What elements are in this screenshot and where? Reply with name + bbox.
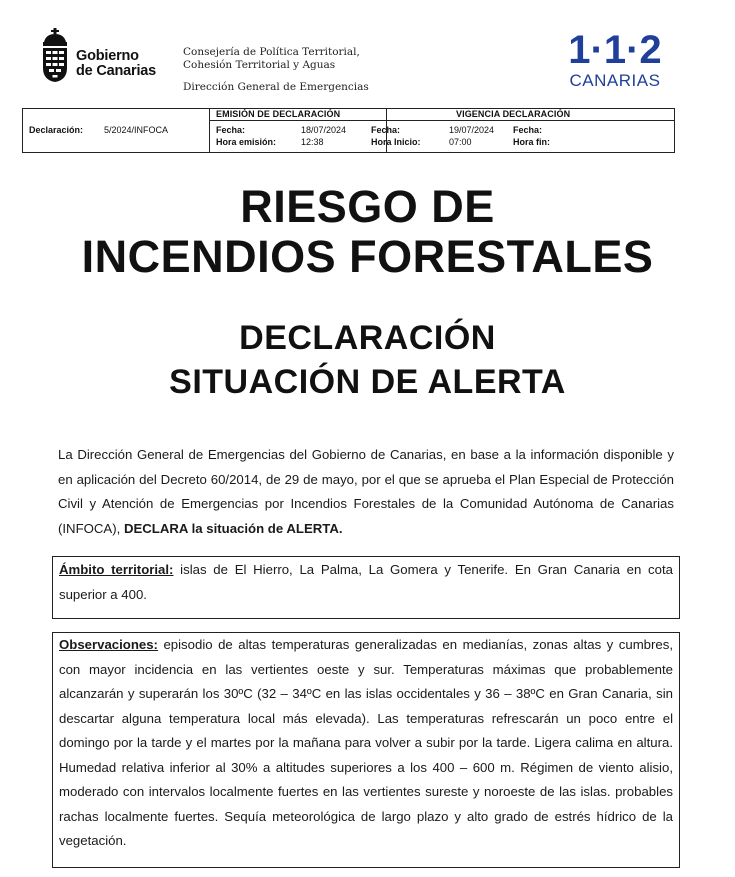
hora-emision-value: 12:38 bbox=[301, 137, 324, 147]
logo-112-region: CANARIAS bbox=[569, 71, 661, 90]
gobierno-wordmark bbox=[76, 49, 156, 79]
coat-of-arms-icon bbox=[40, 28, 70, 82]
vigencia-heading: VIGENCIA DECLARACIÓN bbox=[456, 109, 571, 119]
title-line2: INCENDIOS FORESTALES bbox=[81, 231, 654, 282]
emision-fecha-label: Fecha: bbox=[216, 125, 246, 135]
subtitle-line1: DECLARACIÓN bbox=[239, 319, 496, 357]
declaration-info-table bbox=[22, 108, 675, 153]
hora-inicio-value: 07:00 bbox=[449, 137, 472, 147]
consejeria-line1: Consejería de Política Territorial, bbox=[183, 46, 360, 58]
consejeria-line2: Cohesión Territorial y Aguas bbox=[183, 58, 336, 71]
intro-text: La Dirección General de Emergencias del Gobierno de Canarias, en base a la información disponible y en aplicación del Decreto 60/2014, de 29 de mayo, por el que se aprueba el Plan Especial de Protección Civil y Atención de Emergencias por Incendios Forestales de la Comunidad Autónoma de Canarias (INFOCA), bbox=[58, 447, 674, 536]
page-title bbox=[0, 182, 735, 282]
fin-fecha-label: Fecha: bbox=[513, 125, 543, 135]
gobierno-logo bbox=[40, 28, 170, 82]
title-line1: RIESGO DE bbox=[240, 181, 495, 232]
page-subtitle bbox=[0, 316, 735, 404]
logo-112-number: 1·1·2 bbox=[568, 28, 662, 72]
hora-inicio-label: Hora Inicio: bbox=[371, 137, 421, 147]
ambito-text: islas de El Hierro, La Palma, La Gomera y Tenerife. En Gran Canaria en cota superior a 400. bbox=[59, 562, 673, 602]
consejeria bbox=[183, 46, 360, 71]
gobierno-line2: de Canarias bbox=[76, 63, 157, 79]
inicio-fecha-label: Fecha: bbox=[371, 125, 401, 135]
emision-fecha-value: 18/07/2024 bbox=[301, 125, 347, 135]
subtitle-line2: SITUACIÓN DE ALERTA bbox=[169, 363, 566, 401]
direccion-general: Dirección General de Emergencias bbox=[183, 81, 369, 93]
declaracion-value: 5/2024/INFOCA bbox=[104, 125, 169, 135]
declara-statement: DECLARA la situación de ALERTA. bbox=[123, 520, 343, 536]
hora-fin-label: Hora fin: bbox=[513, 137, 550, 147]
intro-paragraph bbox=[58, 443, 674, 541]
ambito-label: Ámbito territorial: bbox=[59, 562, 174, 577]
observaciones-label: Observaciones: bbox=[59, 637, 158, 652]
declaracion-label: Declaración: bbox=[29, 125, 84, 135]
observaciones-box bbox=[52, 632, 680, 868]
inicio-fecha-value: 19/07/2024 bbox=[449, 125, 495, 135]
ambito-territorial-box bbox=[52, 556, 680, 619]
emision-heading: EMISIÓN DE DECLARACIÓN bbox=[216, 109, 341, 119]
logo-112-canarias bbox=[560, 30, 670, 92]
gobierno-line1: Gobierno bbox=[76, 48, 139, 64]
hora-emision-label: Hora emisión: bbox=[216, 137, 277, 147]
observaciones-text: episodio de altas temperaturas generalizadas en medianías, zonas altas y cumbres, con mayor incidencia en las vertientes oeste y sur. Temperaturas máximas que probablemente alcanzarán y superarán los 30ºC (32 – 34ºC en las islas occidentales y 36 – 38ºC en Gran Canaria, sin descartar alguna temperatura local más elevada). Las temperaturas refrescarán un poco entre el domingo por la tarde y el martes por la mañana para volver a subir por la tarde. Ligera calima en altura. Humedad relativa inferior al 30% a altitudes superiores a los 400 – 600 m. Régimen de viento alisio, moderado con intervalos localmente fuertes en las vertientes sureste y noroeste de las islas. probables rachas localmente fuertes. Sequía meteorológica de largo plazo y alto grado de estrés hídrico de la vegetación. bbox=[59, 637, 673, 848]
